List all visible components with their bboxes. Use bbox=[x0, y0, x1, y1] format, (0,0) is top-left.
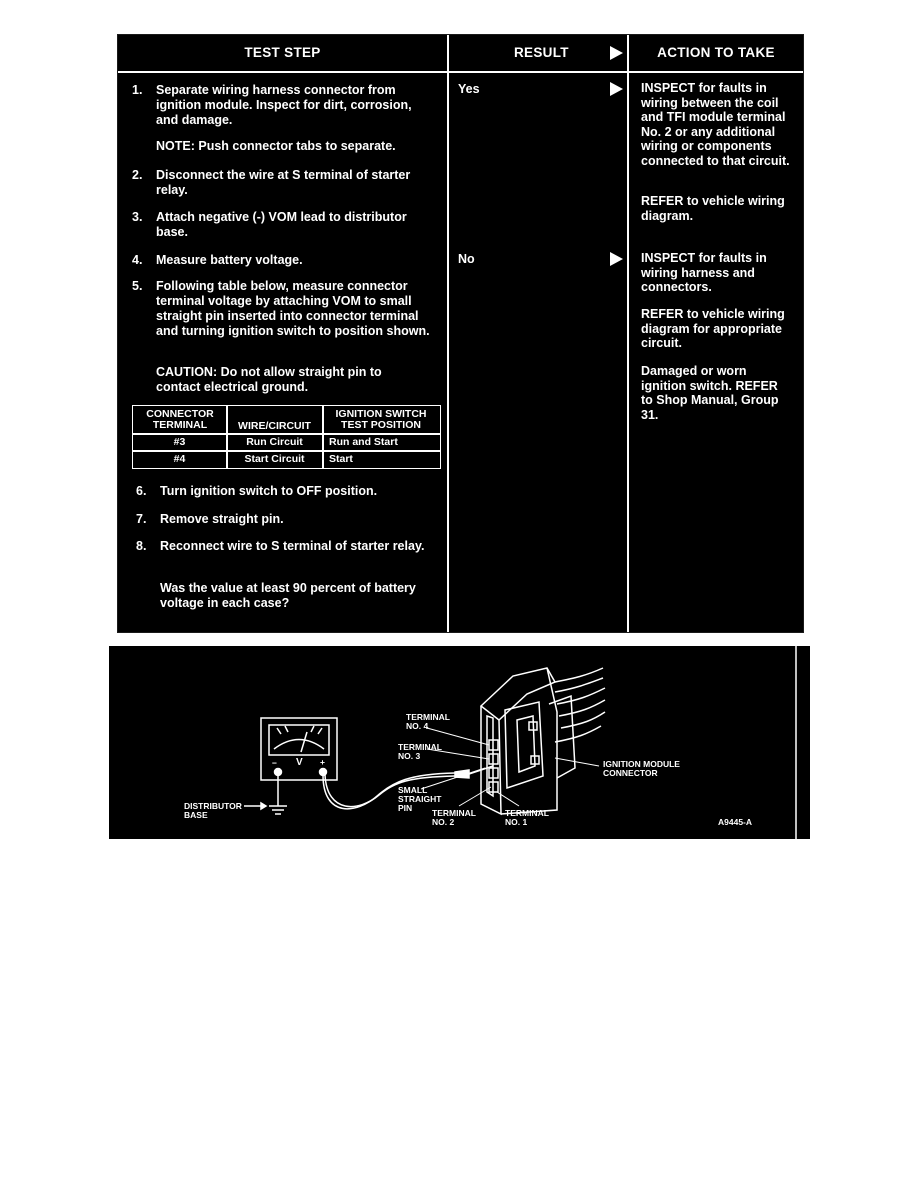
table-cell: Start bbox=[329, 453, 353, 465]
step-number: 4. bbox=[132, 253, 143, 267]
table-cell: Run Circuit bbox=[246, 436, 303, 448]
label-small-pin: SMALL STRAIGHT PIN bbox=[398, 785, 442, 813]
header-test-step: TEST STEP bbox=[244, 45, 321, 60]
arrow-right-icon bbox=[610, 46, 623, 60]
step-number: 2. bbox=[132, 168, 143, 182]
step-number: 5. bbox=[132, 279, 143, 293]
step-number: 8. bbox=[136, 539, 147, 553]
action-no-refer: REFER to vehicle wiring diagram for appropriate circuit. bbox=[641, 307, 785, 350]
figure-id: A9445-A bbox=[718, 817, 753, 827]
step-number: 7. bbox=[136, 512, 147, 526]
step-text: Disconnect the wire at S terminal of starter relay. bbox=[156, 168, 411, 197]
label-terminal-4: TERMINAL NO. 4 bbox=[406, 712, 450, 731]
step-3 bbox=[132, 210, 432, 242]
result-no: No bbox=[458, 252, 475, 266]
meter-plus-label: + bbox=[320, 757, 325, 767]
arrow-right-icon bbox=[610, 252, 623, 266]
arrow-right-icon bbox=[610, 82, 623, 96]
step-text: Reconnect wire to S terminal of starter relay. bbox=[160, 539, 425, 553]
action-no-inspect: INSPECT for faults in wiring harness and connectors. bbox=[641, 251, 767, 294]
question-text: Was the value at least 90 percent of battery voltage in each case? bbox=[160, 581, 416, 610]
header-action: ACTION TO TAKE bbox=[657, 45, 775, 60]
step-1 bbox=[132, 83, 432, 133]
leader-lines bbox=[421, 728, 599, 806]
table-divider bbox=[133, 433, 440, 435]
step-text: Following table below, measure connector terminal voltage by attaching VOM to small straight pin inserted into connector terminal and turning ignition switch to position shown. bbox=[156, 279, 430, 338]
step-2 bbox=[132, 168, 432, 200]
result-yes: Yes bbox=[458, 82, 480, 96]
vom-connector-diagram bbox=[109, 646, 810, 839]
label-distributor-base: DISTRIBUTOR BASE bbox=[184, 801, 242, 820]
column-divider bbox=[447, 35, 449, 632]
step-text: Measure battery voltage. bbox=[156, 253, 303, 267]
column-header: WIRE/CIRCUIT bbox=[238, 420, 311, 432]
label-terminal-2: TERMINAL NO. 2 bbox=[432, 808, 476, 827]
meter-minus-label: − bbox=[272, 758, 277, 768]
table-cell: Run and Start bbox=[329, 436, 398, 448]
action-yes-refer: REFER to vehicle wiring diagram. bbox=[641, 194, 785, 223]
table-cell: #4 bbox=[173, 453, 186, 465]
step-text: Attach negative (-) VOM lead to distributor base. bbox=[156, 210, 407, 239]
label-terminal-1: TERMINAL NO. 1 bbox=[505, 808, 549, 827]
table-divider bbox=[133, 450, 440, 452]
step-number: 6. bbox=[136, 484, 147, 498]
caution-text: CAUTION: Do not allow straight pin to contact electrical ground. bbox=[156, 365, 382, 394]
step-4 bbox=[132, 253, 432, 271]
column-header: IGNITION SWITCH TEST POSITION bbox=[335, 408, 427, 431]
ground-lead bbox=[244, 775, 287, 814]
column-divider bbox=[627, 35, 629, 632]
header-result: RESULT bbox=[514, 45, 569, 60]
step-text: Separate wiring harness connector from ignition module. Inspect for dirt, corrosion, and damage. bbox=[156, 83, 412, 127]
ignition-module-connector-icon bbox=[481, 668, 605, 814]
test-step-table bbox=[117, 34, 804, 633]
step-text: Remove straight pin. bbox=[160, 512, 284, 526]
step-number: 1. bbox=[132, 83, 143, 97]
table-cell: Start Circuit bbox=[244, 453, 305, 465]
meter-volts-label: V bbox=[296, 757, 303, 768]
step-6 bbox=[136, 484, 432, 502]
step-8 bbox=[136, 539, 432, 571]
connector-terminal-table bbox=[132, 405, 441, 469]
step-5 bbox=[132, 279, 432, 359]
header-rule bbox=[118, 71, 803, 73]
vom-meter-icon bbox=[261, 718, 337, 780]
column-header: CONNECTOR TERMINAL bbox=[146, 408, 214, 431]
step-note: NOTE: Push connector tabs to separate. bbox=[156, 139, 396, 153]
step-7 bbox=[136, 512, 432, 530]
label-ignition-module-connector: IGNITION MODULE CONNECTOR bbox=[603, 759, 680, 778]
step-text: Turn ignition switch to OFF position. bbox=[160, 484, 378, 498]
action-yes-inspect: INSPECT for faults in wiring between the coil and TFI module terminal No. 2 or any additional wiring or components connected to that circuit. bbox=[641, 81, 790, 168]
step-number: 3. bbox=[132, 210, 143, 224]
table-divider bbox=[322, 406, 324, 468]
action-no-ignition-switch: Damaged or worn ignition switch. REFER to Shop Manual, Group 31. bbox=[641, 364, 779, 422]
table-cell: #3 bbox=[173, 436, 186, 448]
label-terminal-3: TERMINAL NO. 3 bbox=[398, 742, 442, 761]
table-divider bbox=[226, 406, 228, 468]
